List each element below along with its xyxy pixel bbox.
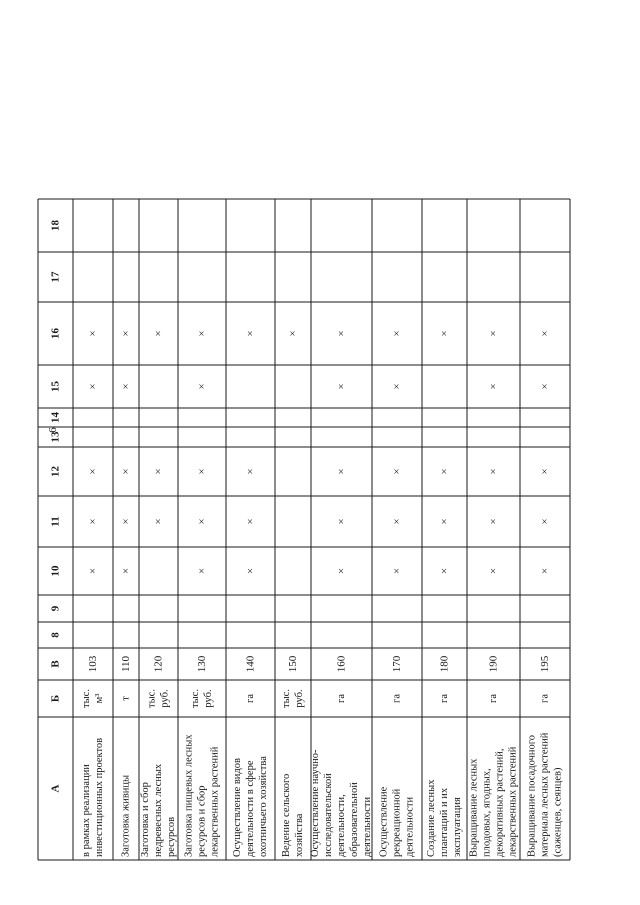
- unit-label: га: [245, 694, 256, 703]
- cross-mark: ×: [244, 330, 257, 337]
- line-code: 140: [244, 655, 257, 673]
- cross-mark: ×: [244, 567, 257, 575]
- cross-mark: ×: [87, 468, 99, 475]
- line-code: 170: [391, 655, 403, 673]
- cross-mark: ×: [438, 468, 451, 475]
- cross-mark: ×: [120, 383, 132, 390]
- cross-mark: ×: [539, 468, 551, 475]
- cross-mark: ×: [391, 567, 403, 575]
- unit-label: га: [336, 694, 347, 703]
- activity-label: Заготовка и сбор: [140, 782, 151, 857]
- activity-label: Заготовка пищевых лесных: [183, 734, 195, 857]
- cross-mark: ×: [391, 330, 403, 337]
- activity-label: Создание лесных: [426, 779, 437, 857]
- column-header: 15: [49, 381, 62, 392]
- cross-mark: ×: [120, 567, 132, 575]
- unit-label: тыс.: [146, 689, 158, 708]
- cross-mark: ×: [152, 330, 165, 337]
- cross-mark: ×: [196, 518, 208, 525]
- cross-mark: ×: [335, 567, 348, 575]
- activity-label: плодовых, ягодных,: [481, 768, 493, 857]
- line-code: 120: [152, 655, 165, 673]
- cross-mark: ×: [196, 383, 208, 390]
- cross-mark: ×: [87, 330, 99, 337]
- cross-mark: ×: [120, 330, 132, 337]
- column-header: 8: [49, 632, 62, 638]
- unit-label: га: [539, 694, 551, 703]
- activity-label: в рамках реализации: [81, 764, 92, 857]
- cross-mark: ×: [335, 468, 348, 475]
- activity-label: Выращивание посадочного: [526, 734, 538, 857]
- column-header: Б: [49, 694, 62, 703]
- cross-mark: ×: [244, 468, 257, 475]
- column-header: 13: [49, 431, 62, 443]
- cross-mark: ×: [120, 518, 132, 525]
- unit-label: га: [488, 694, 499, 703]
- line-code: 110: [120, 655, 132, 673]
- activity-label: Выращивание лесных: [468, 758, 480, 857]
- column-header: 10: [49, 565, 62, 577]
- cross-mark: ×: [196, 567, 208, 575]
- activity-label: ресурсов и сбор: [196, 785, 208, 857]
- unit-label: тыс.: [281, 689, 292, 708]
- column-header: 11: [49, 516, 62, 527]
- line-code: 150: [287, 655, 299, 673]
- unit-label: тыс.: [190, 689, 201, 708]
- cross-mark: ×: [335, 518, 348, 525]
- cross-mark: ×: [152, 518, 165, 525]
- cross-mark: ×: [487, 330, 500, 337]
- unit-label: т: [120, 696, 132, 701]
- cross-mark: ×: [487, 383, 500, 390]
- line-code: 160: [335, 655, 348, 673]
- activity-label: Осуществление научно-: [310, 749, 321, 857]
- activity-label: эксплуатация: [452, 797, 463, 857]
- column-header: 16: [49, 328, 62, 339]
- cross-mark: ×: [196, 330, 208, 337]
- activity-label: охотничьего хозяйства: [258, 756, 269, 857]
- activity-label: плантаций и их: [439, 787, 450, 857]
- column-header: В: [49, 660, 62, 668]
- activity-label: исследовательской: [323, 773, 334, 857]
- cross-mark: ×: [539, 330, 551, 337]
- cross-mark: ×: [87, 383, 99, 390]
- unit-label: га: [439, 694, 450, 703]
- activity-label: декоративных растений,: [494, 748, 506, 857]
- column-header: 14: [49, 412, 62, 423]
- column-header: 12: [49, 466, 62, 477]
- unit-label: руб.: [203, 689, 214, 708]
- activity-label: хозяйства: [294, 813, 305, 857]
- line-code: 103: [87, 655, 99, 673]
- cross-mark: ×: [487, 567, 500, 575]
- cross-mark: ×: [438, 567, 451, 575]
- activity-label: лекарственных растений: [507, 746, 519, 857]
- column-header: 9: [49, 605, 62, 612]
- activity-label: деятельности,: [336, 794, 347, 857]
- cross-mark: ×: [487, 518, 500, 525]
- activity-label: инвестиционных проектов: [94, 737, 105, 857]
- cross-mark: ×: [539, 518, 551, 525]
- cross-mark: ×: [87, 518, 99, 525]
- activity-label: недревесных лесных: [153, 763, 164, 857]
- unit-label: га: [391, 694, 403, 703]
- line-code: 130: [196, 655, 208, 673]
- column-header: 18: [49, 220, 62, 231]
- unit-label: тыс.: [81, 689, 92, 708]
- cross-mark: ×: [196, 468, 208, 475]
- column-header: А: [49, 784, 62, 793]
- activity-label: Осуществление: [378, 786, 390, 857]
- line-code: 195: [539, 655, 551, 673]
- cross-mark: ×: [438, 518, 451, 525]
- activity-label: деятельности: [362, 796, 373, 857]
- activity-label: (саженцев, сеянцев): [552, 767, 564, 857]
- activity-label: лекарственных растений: [209, 746, 221, 857]
- activity-label: ресурсов: [166, 816, 177, 857]
- cross-mark: ×: [391, 383, 403, 390]
- activity-label: Заготовка живицы: [120, 774, 132, 857]
- cross-mark: ×: [539, 567, 551, 575]
- cross-mark: ×: [487, 468, 500, 475]
- cross-mark: ×: [244, 518, 257, 525]
- unit-label: руб.: [294, 689, 305, 708]
- line-code: 180: [438, 655, 451, 673]
- cross-mark: ×: [335, 330, 348, 337]
- activity-label: деятельности в сфере: [245, 760, 256, 857]
- page-number: 6: [47, 427, 59, 433]
- cross-mark: ×: [391, 518, 403, 525]
- line-code: 190: [487, 655, 500, 673]
- activity-label: Осуществление видов: [232, 758, 243, 857]
- cross-mark: ×: [120, 468, 132, 475]
- column-header: 17: [49, 271, 62, 283]
- cross-mark: ×: [287, 330, 299, 337]
- activity-label: материала лесных растений: [539, 732, 551, 857]
- activity-label: Ведение сельского: [281, 773, 292, 857]
- cross-mark: ×: [87, 567, 99, 575]
- cross-mark: ×: [438, 330, 451, 337]
- activity-label: рекреационной: [391, 788, 403, 857]
- unit-label: руб.: [159, 689, 171, 708]
- activity-label: деятельности: [404, 796, 416, 857]
- cross-mark: ×: [152, 468, 165, 475]
- cross-mark: ×: [391, 468, 403, 475]
- unit-label: м³: [94, 693, 105, 704]
- activity-label: образовательной: [349, 782, 360, 857]
- data-table: [38, 199, 570, 860]
- cross-mark: ×: [539, 383, 551, 390]
- cross-mark: ×: [335, 383, 348, 390]
